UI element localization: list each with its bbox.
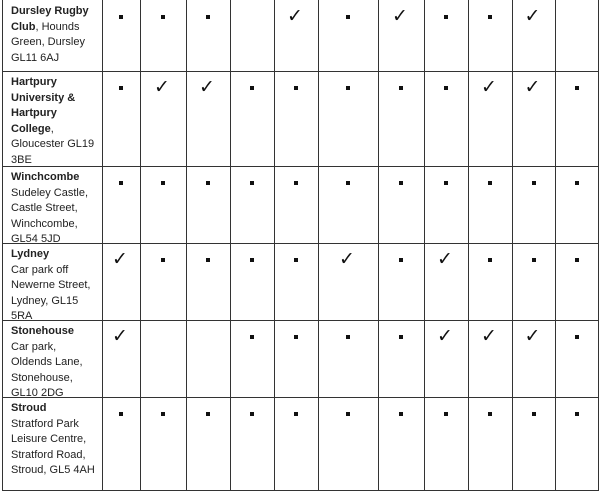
location-address: , Hounds Green, Dursley GL11 6AJ <box>11 20 85 64</box>
schedule-dot-mark <box>399 181 403 185</box>
location-name: Winchcombe <box>11 171 80 183</box>
location-cell <box>2 0 102 66</box>
location-cell <box>2 166 102 248</box>
row-divider <box>2 490 599 491</box>
schedule-dot-mark <box>488 181 492 185</box>
schedule-dot-mark <box>206 258 210 262</box>
column-divider <box>230 0 231 491</box>
location-cell <box>2 243 102 325</box>
location-address: , Gloucester GL19 3BE <box>11 122 95 166</box>
schedule-dot-mark <box>250 258 254 262</box>
schedule-dot-mark <box>250 86 254 90</box>
schedule-dot-mark <box>575 258 579 262</box>
location-name: Stonehouse <box>11 325 74 337</box>
schedule-dot-mark <box>119 15 123 19</box>
schedule-dot-mark <box>161 181 165 185</box>
check-icon: ✓ <box>437 325 453 347</box>
column-divider <box>424 0 425 491</box>
schedule-dot-mark <box>346 335 350 339</box>
location-cell <box>2 320 102 402</box>
check-icon: ✓ <box>524 325 541 347</box>
check-icon: ✓ <box>524 76 541 98</box>
schedule-dot-mark <box>294 86 298 90</box>
location-address: Stratford Park Leisure Centre, Stratford Road, Stroud, GL5 4AH <box>11 417 95 476</box>
location-cell <box>2 397 102 479</box>
schedule-dot-mark <box>250 335 254 339</box>
column-divider <box>512 0 513 491</box>
column-divider <box>555 0 556 491</box>
schedule-dot-mark <box>488 258 492 262</box>
schedule-dot-mark <box>294 412 298 416</box>
check-icon: ✓ <box>112 248 128 270</box>
column-divider <box>598 0 599 491</box>
check-icon: ✓ <box>112 325 128 347</box>
check-icon: ✓ <box>287 5 303 27</box>
schedule-dot-mark <box>399 258 403 262</box>
schedule-dot-mark <box>206 412 210 416</box>
check-icon: ✓ <box>481 325 497 347</box>
schedule-dot-mark <box>488 412 492 416</box>
location-name: Lydney <box>11 248 50 260</box>
column-divider <box>140 0 141 491</box>
column-divider <box>102 0 103 491</box>
schedule-dot-mark <box>575 412 579 416</box>
schedule-dot-mark <box>294 335 298 339</box>
schedule-dot-mark <box>346 86 350 90</box>
schedule-dot-mark <box>444 15 448 19</box>
check-icon: ✓ <box>392 5 408 27</box>
check-icon: ✓ <box>199 76 215 98</box>
schedule-dot-mark <box>575 86 579 90</box>
location-address: Car park, Oldends Lane, Stonehouse, GL10 2DG <box>11 340 83 399</box>
schedule-dot-mark <box>532 258 536 262</box>
schedule-dot-mark <box>444 412 448 416</box>
schedule-dot-mark <box>444 181 448 185</box>
schedule-dot-mark <box>206 181 210 185</box>
schedule-dot-mark <box>488 15 492 19</box>
schedule-dot-mark <box>250 412 254 416</box>
schedule-dot-mark <box>294 258 298 262</box>
schedule-dot-mark <box>119 181 123 185</box>
location-cell <box>2 71 102 168</box>
schedule-dot-mark <box>161 258 165 262</box>
schedule-dot-mark <box>575 181 579 185</box>
schedule-dot-mark <box>575 335 579 339</box>
location-address: Car park off Newerne Street, Lydney, GL15 5RA <box>11 263 91 322</box>
schedule-dot-mark <box>161 15 165 19</box>
schedule-dot-mark <box>250 181 254 185</box>
location-name: Hartpury University & Hartpury College <box>11 76 76 135</box>
schedule-dot-mark <box>346 412 350 416</box>
schedule-dot-mark <box>119 86 123 90</box>
schedule-dot-mark <box>346 15 350 19</box>
column-divider <box>468 0 469 491</box>
column-divider <box>186 0 187 491</box>
column-divider <box>274 0 275 491</box>
check-icon: ✓ <box>339 248 355 270</box>
schedule-dot-mark <box>399 412 403 416</box>
schedule-dot-mark <box>346 181 350 185</box>
column-divider <box>378 0 379 491</box>
location-name: Stroud <box>11 402 47 414</box>
schedule-dot-mark <box>206 15 210 19</box>
check-icon: ✓ <box>524 5 541 27</box>
column-divider <box>318 0 319 491</box>
schedule-dot-mark <box>532 412 536 416</box>
location-address: Sudeley Castle, Castle Street, Winchcombe, GL54 5JD <box>11 186 89 245</box>
schedule-dot-mark <box>294 181 298 185</box>
schedule-dot-mark <box>119 412 123 416</box>
schedule-dot-mark <box>532 181 536 185</box>
schedule-dot-mark <box>444 86 448 90</box>
schedule-dot-mark <box>161 412 165 416</box>
schedule-dot-mark <box>399 86 403 90</box>
check-icon: ✓ <box>437 248 453 270</box>
check-icon: ✓ <box>481 76 497 98</box>
check-icon: ✓ <box>154 76 170 98</box>
location-name: Dursley Rugby Club <box>11 5 89 33</box>
schedule-dot-mark <box>399 335 403 339</box>
